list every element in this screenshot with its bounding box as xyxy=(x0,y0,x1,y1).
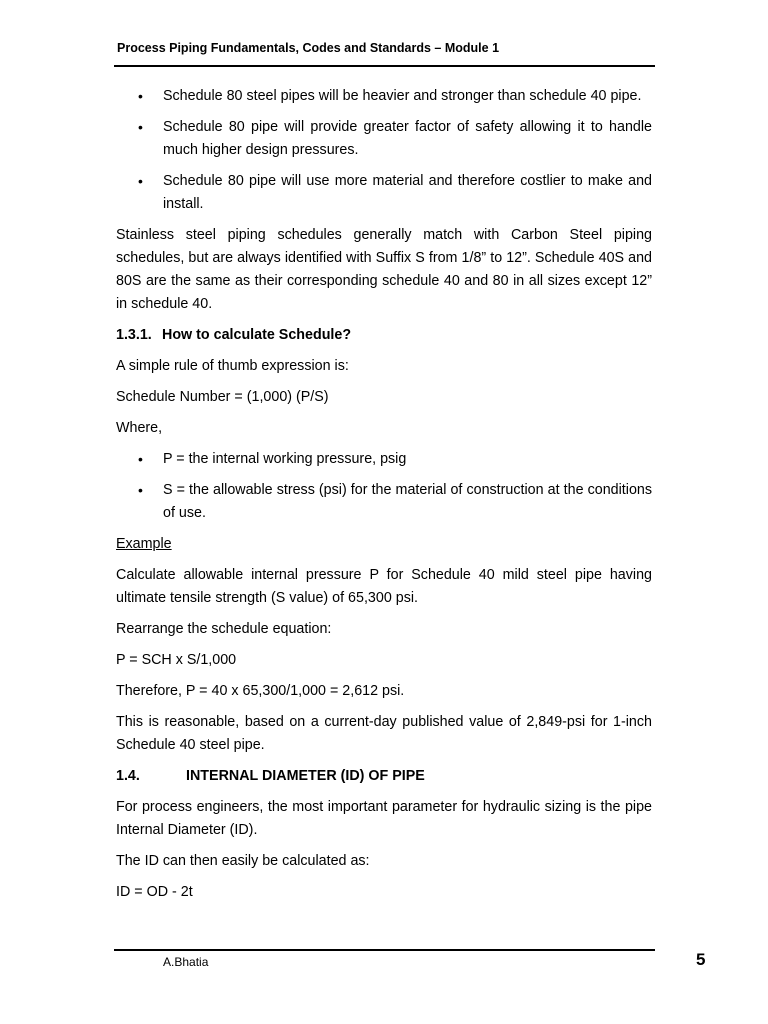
bullet-icon: • xyxy=(138,173,143,189)
id-formula: ID = OD - 2t xyxy=(116,884,193,900)
list-item-text: Schedule 80 pipe will use more material and therefore costlier to make and install. xyxy=(163,173,652,212)
rearrange-text: Rearrange the schedule equation: xyxy=(116,621,332,637)
section-title: How to calculate Schedule? xyxy=(162,327,352,343)
page-header-title: Process Piping Fundamentals, Codes and Standards – Module 1 xyxy=(117,41,500,55)
list-item-text: S = the allowable stress (psi) for the material of construction at the conditions of use. xyxy=(163,482,652,521)
list-item xyxy=(116,170,652,216)
list-item xyxy=(116,448,652,471)
example-text: Calculate allowable internal pressure P for Schedule 40 mild steel pipe having ultimate tensile strength (S value) of 65,300 psi. xyxy=(116,567,652,606)
reasonable-paragraph: This is reasonable, based on a current-day published value of 2,849-psi for 1-inch Schedule 40 steel pipe. xyxy=(116,714,652,753)
list-item xyxy=(116,116,652,162)
header-divider xyxy=(114,65,655,67)
stainless-paragraph: Stainless steel piping schedules generally match with Carbon Steel piping schedules, but are always identified with Suffix S from 1/8” to 12”. Schedule 40S and 80S are the same as their corresponding schedule 40 and 80 in all sizes except 12” in schedule 40. xyxy=(116,227,652,312)
list-item-text: Schedule 80 steel pipes will be heavier and stronger than schedule 40 pipe. xyxy=(163,88,642,104)
where-text: Where, xyxy=(116,420,163,436)
footer-author: A.Bhatia xyxy=(163,955,209,969)
bullet-icon: • xyxy=(138,451,143,467)
section-heading-1-4 xyxy=(116,765,652,788)
section-number: 1.3.1. xyxy=(116,327,152,343)
section-title: INTERNAL DIAMETER (ID) OF PIPE xyxy=(186,768,425,784)
section-heading-1-3-1 xyxy=(116,324,652,347)
equation-result: Therefore, P = 40 x 65,300/1,000 = 2,612 psi. xyxy=(116,683,405,699)
bullet-icon: • xyxy=(138,88,143,104)
list-item-text: P = the internal working pressure, psig xyxy=(163,451,407,467)
footer-divider xyxy=(114,949,655,951)
schedule-80-bullet-list xyxy=(116,85,652,216)
equation-pressure: P = SCH x S/1,000 xyxy=(116,652,237,668)
rule-intro-text: A simple rule of thumb expression is: xyxy=(116,358,349,374)
section-number: 1.4. xyxy=(116,768,140,784)
bullet-icon: • xyxy=(138,482,143,498)
schedule-formula: Schedule Number = (1,000) (P/S) xyxy=(116,389,329,405)
id-calc-text: The ID can then easily be calculated as: xyxy=(116,853,370,869)
example-label: Example xyxy=(116,536,172,552)
variable-definition-list xyxy=(116,448,652,525)
process-engineers-paragraph: For process engineers, the most important parameter for hydraulic sizing is the pipe Internal Diameter (ID). xyxy=(116,799,652,838)
list-item xyxy=(116,85,652,108)
list-item-text: Schedule 80 pipe will provide greater factor of safety allowing it to handle much higher design pressures. xyxy=(163,119,652,158)
list-item xyxy=(116,479,652,525)
bullet-icon: • xyxy=(138,119,143,135)
page-body xyxy=(116,85,652,912)
page-number: 5 xyxy=(696,950,706,969)
